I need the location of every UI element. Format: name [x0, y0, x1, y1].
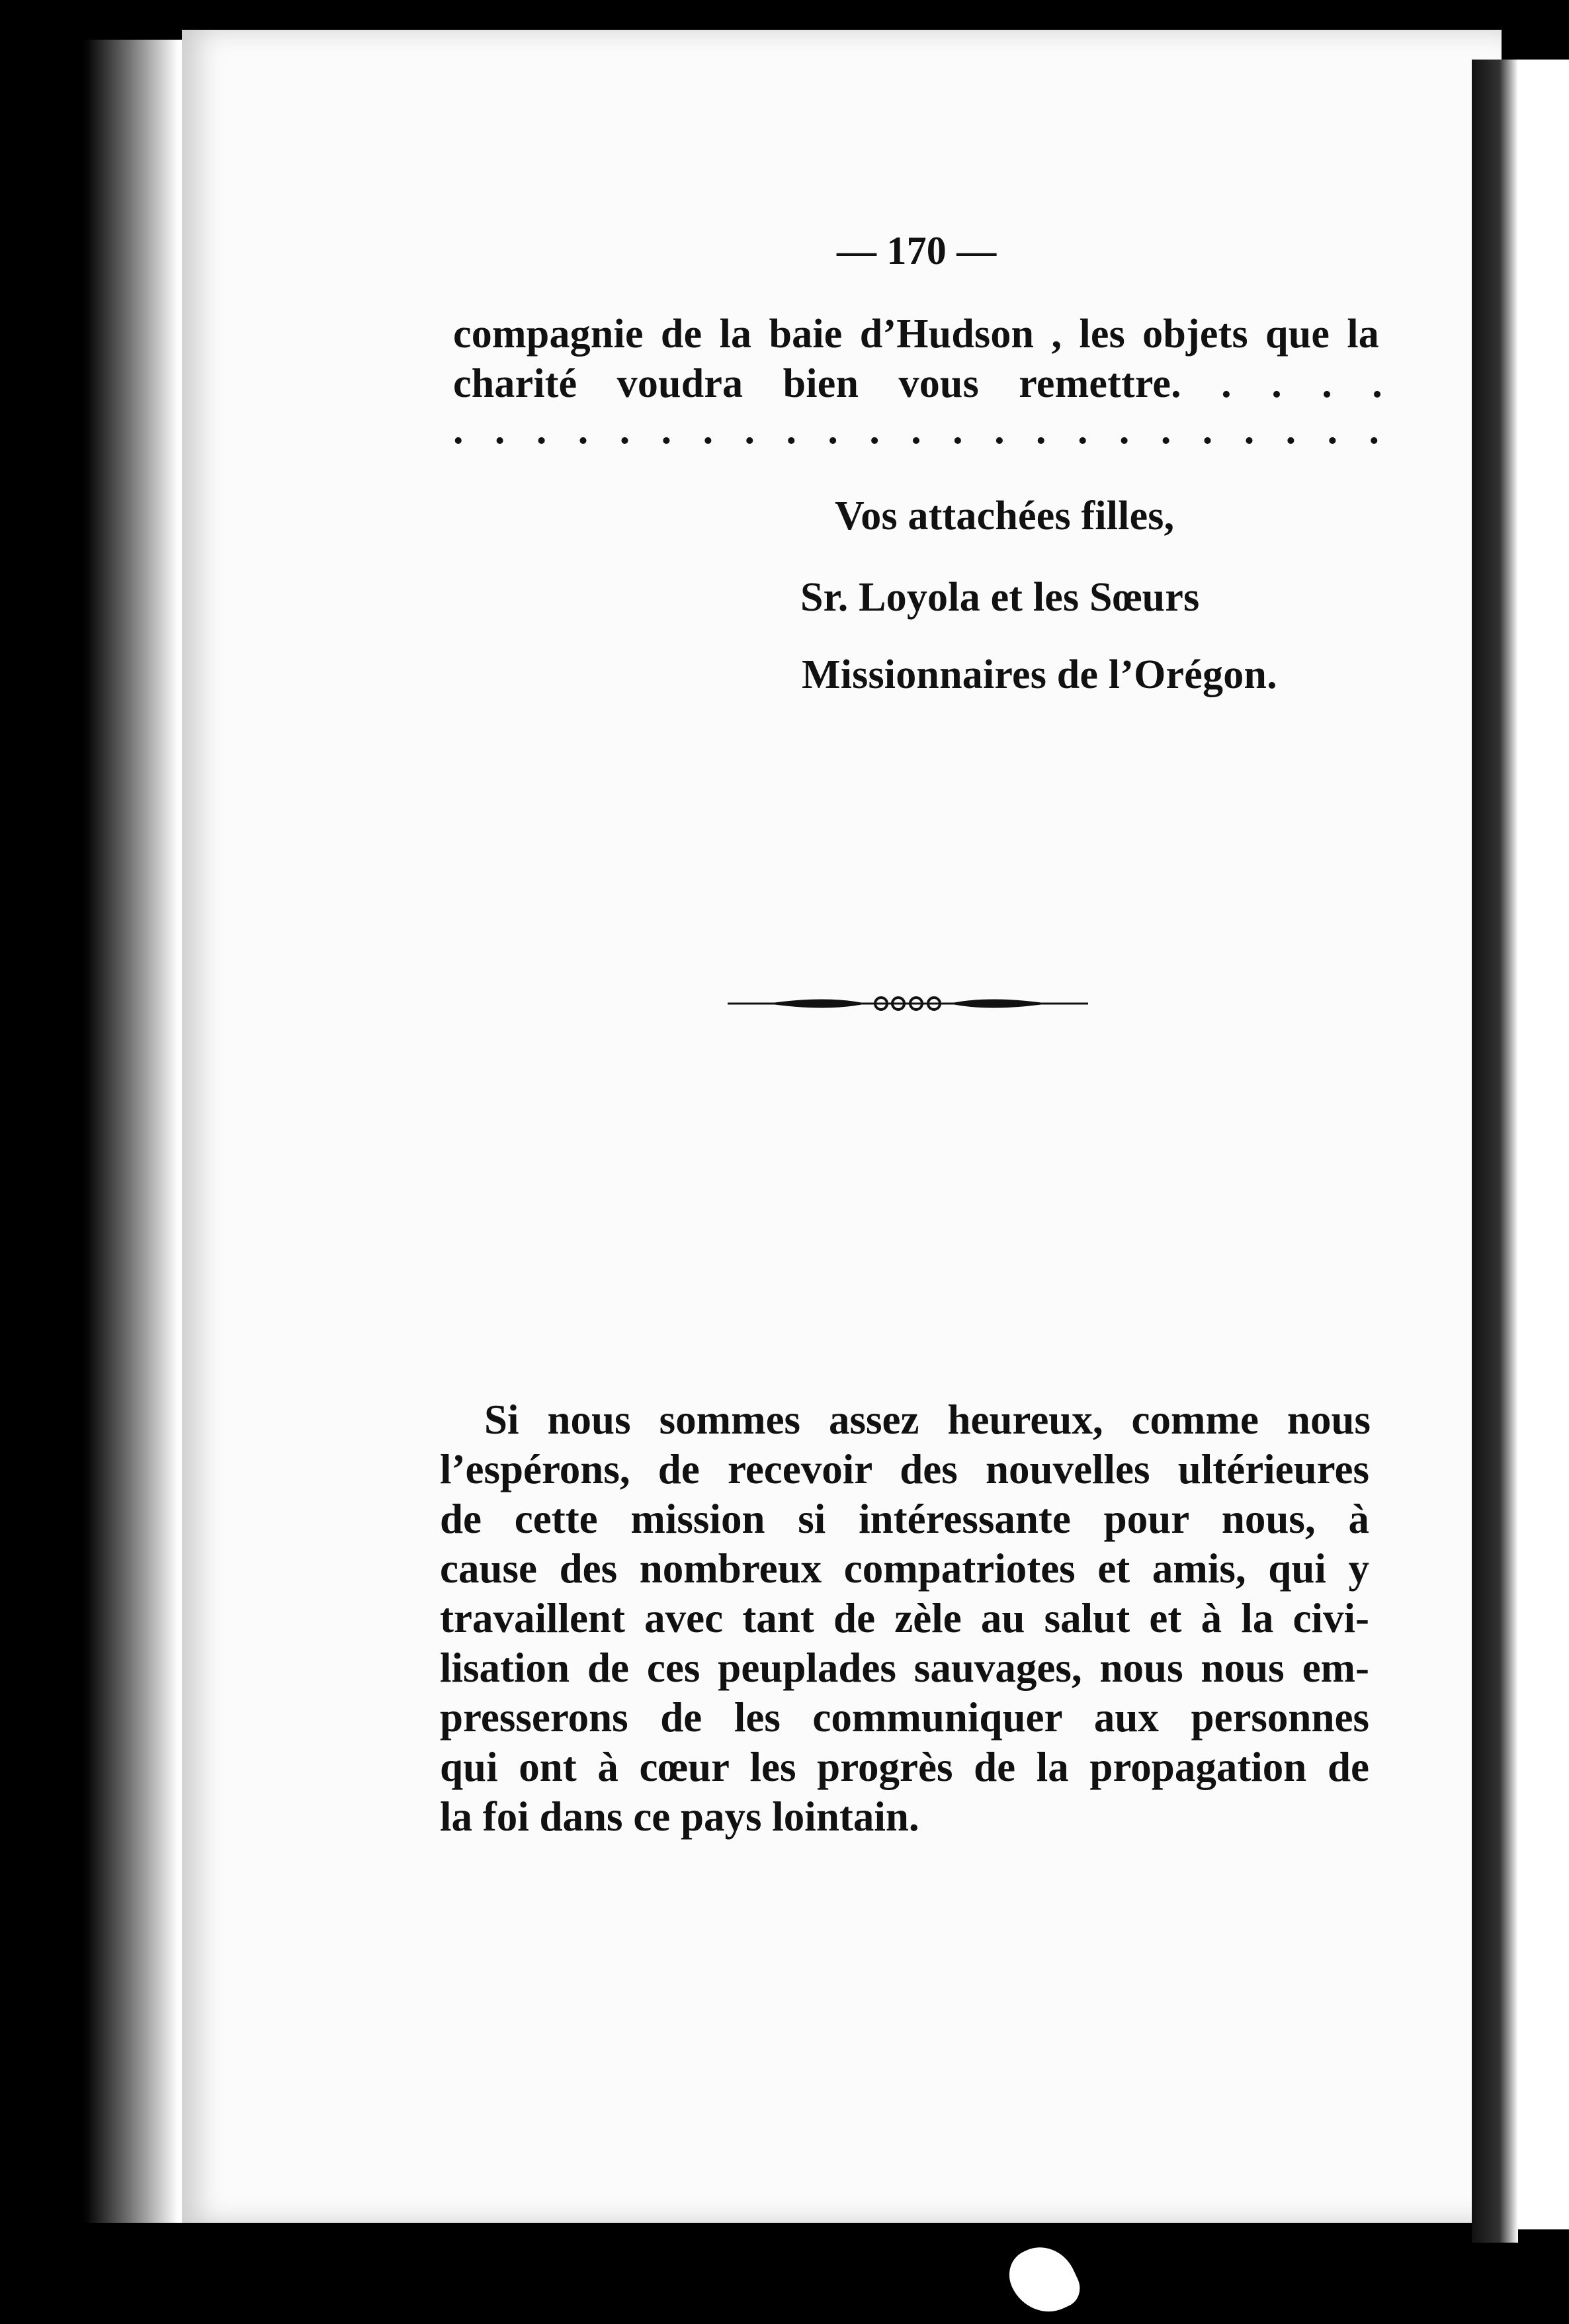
next-page-edge — [1518, 60, 1569, 2229]
scan-artifact — [1001, 2236, 1087, 2324]
paragraph-line-4: cause des nombreux compatriotes et amis, qui y — [440, 1545, 1369, 1592]
book-binding — [46, 40, 185, 2223]
paragraph-line-3: de cette mission si intéressante pour nous, à — [440, 1496, 1369, 1542]
paragraph-line-6: lisation de ces peuplades sauvages, nous nous em- — [440, 1645, 1369, 1691]
signature-line-1: Vos attachées filles, — [835, 494, 1175, 538]
intro-line-2: charité voudra bien vous remettre. . . . . — [453, 361, 1382, 406]
page-number: — 170 — — [837, 229, 997, 273]
signature-line-3: Missionnaires de l’Orégon. — [802, 652, 1277, 697]
paragraph-line-1: Si nous sommes assez heureux, comme nous — [484, 1397, 1371, 1443]
ellipsis-line: . . . . . . . . . . . . . . . . . . . . . . . — [453, 408, 1379, 452]
paragraph-line-9: la foi dans ce pays lointain. — [440, 1793, 919, 1840]
paragraph-line-5: travaillent avec tant de zèle au salut et à la civi- — [440, 1595, 1369, 1641]
ornamental-divider — [728, 994, 1088, 1013]
intro-line-1: compagnie de la baie d’Hudson , les objets que la — [453, 312, 1379, 357]
page-edge-shadow — [1472, 60, 1518, 2243]
book-page — [182, 30, 1502, 2223]
paragraph-line-2: l’espérons, de recevoir des nouvelles ultérieures — [440, 1446, 1369, 1492]
signature-line-2: Sr. Loyola et les Sœurs — [800, 575, 1200, 620]
paragraph-line-8: qui ont à cœur les progrès de la propagation de — [440, 1744, 1369, 1790]
paragraph-line-7: presserons de les communiquer aux personnes — [440, 1694, 1369, 1741]
